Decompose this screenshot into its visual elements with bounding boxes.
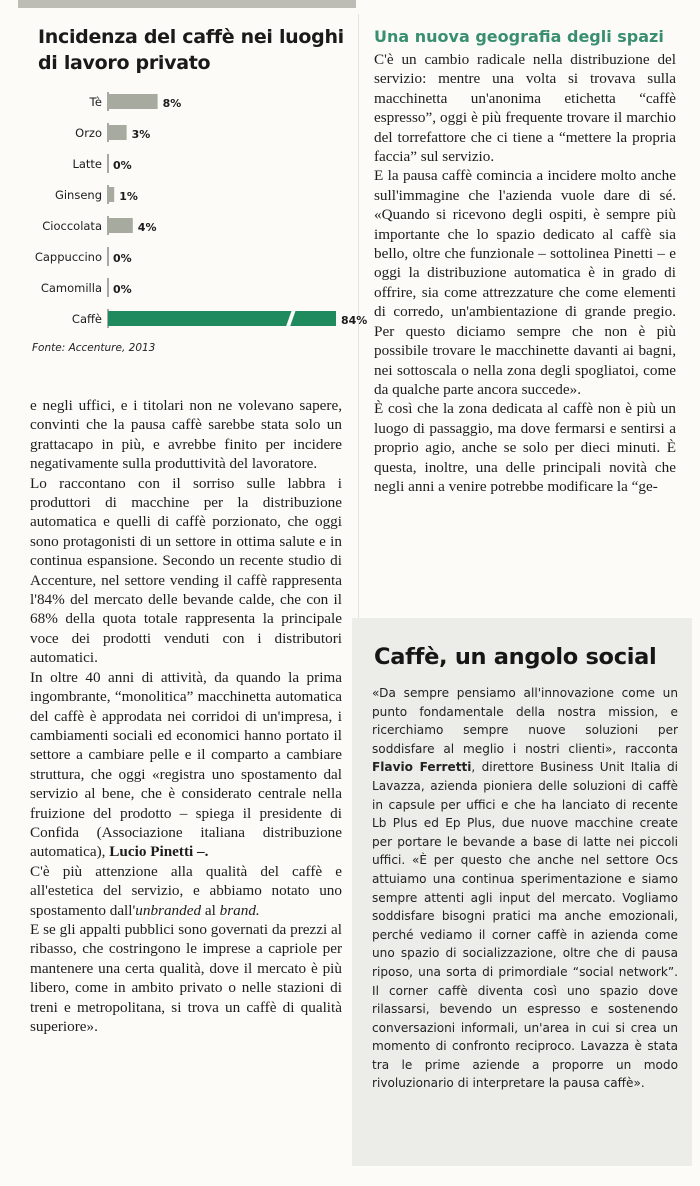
value-label: 1% [119, 190, 138, 203]
paragraph [30, 668, 342, 862]
term-unbranded: unbranded [135, 901, 202, 919]
chart-title: Incidenza del caffè nei luoghi di lavoro privato [38, 26, 344, 74]
paragraph-text: In oltre 40 anni di attività, da quando la prima ingombrante, “monolitica” macchinetta automatica del caffè è approdata nei corridoi di un'impresa, i cambiamenti sociali ed economici hanno portato il settore a cambiare pelle e il comparto a cambiare struttura, che oggi «registra uno spostamento dal servizio al bene, che è considerato centrale nella fruizione del prodotto – spiega il presidente di Confida (Associazione italiana distribuzione automatica), [30, 668, 342, 861]
category-label: Orzo [75, 126, 102, 140]
category-label: Ginseng [54, 188, 102, 202]
bar [108, 125, 127, 140]
connector-text: al [201, 901, 220, 919]
bar-chart [30, 84, 368, 334]
category-label: Cappuccino [34, 250, 102, 264]
article-right-column [374, 50, 676, 496]
sidebar-text-intro: «Da sempre pensiamo all'innovazione come un punto fondamentale della nostra mission, e ricerchiamo sempre nuove soluzioni per soddisfare al meglio i nostri clienti», racconta [372, 686, 678, 756]
category-label: Caffè [71, 312, 102, 326]
value-label: 8% [162, 97, 182, 110]
bar [108, 187, 114, 202]
sidebar-text [372, 684, 678, 1093]
value-label: 4% [137, 221, 157, 234]
paragraph: E la pausa caffè comincia a incidere molto anche sull'immagine che l'azienda vuole dare di sé. «Quando si ricevono degli ospiti, è sempre più importante che lo spazio dedicato al caffè sia bello, oltre che funzionale – sottolinea Pinetti – e oggi la distribuzione automatica è in grado di offrire, sia come attrezzature che come elementi di corredo, un'ambientazione di grande pregio. Per questo diciamo sempre che non è più possibile trovare le macchinette davanti ai bagni, nei sottoscala o nella zona degli spogliatoi, come da qualche parte ancora succede». [374, 167, 676, 398]
category-label: Tè [89, 95, 102, 109]
bar [108, 311, 336, 326]
value-label: 3% [131, 128, 151, 141]
value-label: 84% [341, 314, 368, 327]
paragraph-text: C'è più attenzione alla qualità del caffè e all'estetica del servizio, e abbiamo notato uno spostamento dall' [30, 862, 342, 919]
section-heading: Una nuova geografia degli spazi [374, 27, 664, 46]
paragraph: E se gli appalti pubblici sono governati da prezzi al ribasso, che costringono le imprese a capriole per mantenere una certa qualità, dove il mercato è più libero, come in ambito privato o nelle stazioni di treni e metropolitana, si trova un caffè di qualità superiore». [30, 920, 342, 1035]
bar [108, 218, 133, 233]
sidebar-title: Caffè, un angolo social [374, 644, 657, 670]
category-label: Camomilla [40, 281, 102, 295]
sidebar-box [352, 618, 692, 1166]
bar [108, 94, 158, 109]
infographic [30, 14, 368, 360]
top-rule [18, 0, 356, 8]
category-label: Cioccolata [42, 219, 102, 233]
person-name: Lucio Pinetti –. [109, 843, 209, 861]
chart-source: Fonte: Accenture, 2013 [32, 342, 156, 354]
term-brand: brand. [219, 901, 260, 919]
paragraph: e negli uffici, e i titolari non ne volevano sapere, convinti che la pausa caffè sarebbe stata solo un grattacapo in più, e avrebbe finito per incidere negativamente sulla produttività del lavoratore. [30, 397, 342, 473]
paragraph [30, 862, 342, 920]
category-label: Latte [72, 157, 102, 171]
paragraph: C'è un cambio radicale nella distribuzione del servizio: mentre una volta si trovava sulla macchinetta un'anonima etichetta “caffè espresso”, oggi è più frequente trovare il marchio del torrefattore che ci tiene a “mettere la propria faccia” sul servizio. [374, 51, 676, 166]
sidebar-text-body: , direttore Business Unit Italia di Lavazza, azienda pioniera delle soluzioni di caffè in capsule per uffici e che ha lanciato di recente Lb Plus ed Ep Plus, due nuove macchine create per portare le bevande a base di latte nei piccoli uffici. «È per questo che anche nel settore Ocs attuiamo una continua sperimentazione e siamo sempre attenti agli input del mercato. Vogliamo soddisfare bisogni pratici ma anche emozionali, perché vediamo il corner caffè in azienda come uno spazio di socializzazione, oltre che di pausa riposo, una sorta di primordiale “social network”. Il corner caffè diventa così uno spazio dove rilassarsi, bevendo un espresso e sostenendo conversazioni informali, un'area in cui si crea un momento di confronto reciproco. Lavazza è stata tra le prime aziende a proporre un modo rivoluzionario di interpretare la pausa caffè». [372, 760, 678, 1091]
article-left-column [30, 396, 342, 1036]
value-label: 0% [113, 159, 132, 172]
paragraph: Lo raccontano con il sorriso sulle labbra i produttori di macchine per la distribuzione automatica e quelli di caffè porzionato, che oggi sono protagonisti di un settore in ottima salute e in continua espansione. Secondo un recente studio di Accenture, nel settore vending il caffè rappresenta l'84% del mercato delle bevande calde, che con il 68% della quota totale rappresenta la principale voce dei prodotti venduti con i distributori automatici. [30, 474, 342, 667]
value-label: 0% [113, 252, 132, 265]
person-name: Flavio Ferretti [372, 760, 472, 775]
paragraph: È così che la zona dedicata al caffè non è più un luogo di passaggio, ma dove fermarsi e sentirsi a proprio agio, anche se solo per dieci minuti. È questa, inoltre, una delle principali novità che negli anni a venire potrebbe modificare la “ge- [374, 400, 676, 495]
value-label: 0% [113, 283, 132, 296]
